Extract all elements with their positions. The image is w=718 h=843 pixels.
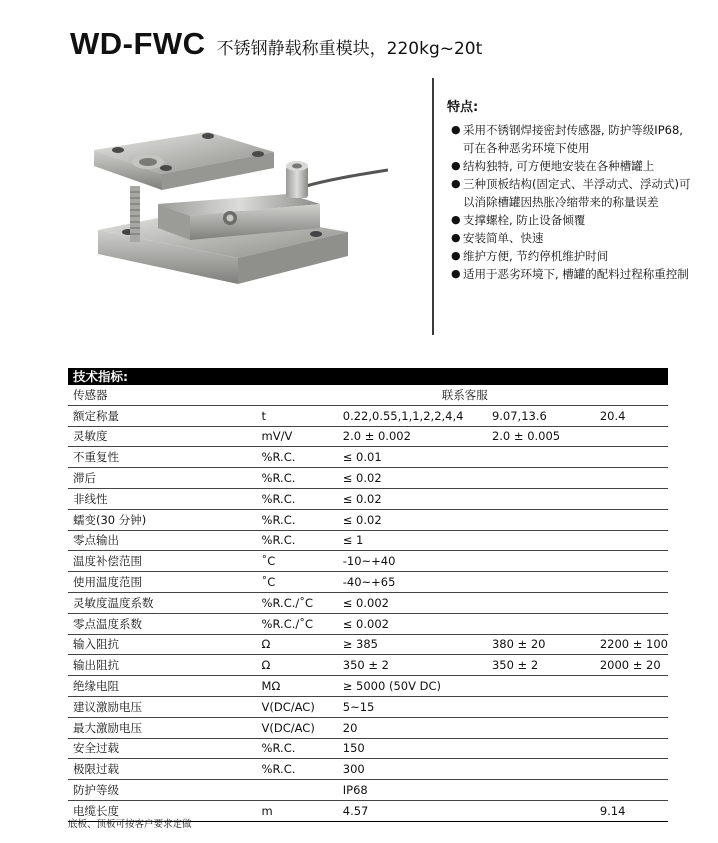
spec-value: ≤ 0.02: [338, 488, 487, 509]
bullet-icon: ●: [451, 177, 461, 190]
spec-value: 150: [338, 738, 487, 759]
spec-unit: Ω: [257, 634, 338, 655]
spec-label: 零点输出: [68, 530, 257, 551]
spec-value: IP68: [338, 780, 487, 801]
spec-unit: %R.C./˚C: [257, 592, 338, 613]
spec-label: 防护等级: [68, 780, 257, 801]
spec-value-2: [487, 509, 595, 530]
feature-item: ● 适用于恶劣环境下, 槽罐的配料过程称重控制: [451, 267, 689, 281]
feature-item: ● 支撑螺栓, 防止设备倾覆: [451, 213, 586, 227]
table-row: [68, 468, 668, 489]
spec-unit: %R.C./˚C: [257, 613, 338, 634]
bullet-icon: ●: [451, 123, 461, 136]
model-subtitle: 不锈钢静载称重模块，220kg~20t: [216, 39, 483, 59]
spec-value: 350 ± 2: [338, 655, 487, 676]
spec-value-3: 2200 ± 100: [595, 634, 668, 655]
spec-unit: ˚C: [257, 551, 338, 572]
spec-value-2: 9.07,13.6: [487, 405, 595, 426]
spec-value-2: [487, 592, 595, 613]
spec-value-2: [487, 468, 595, 489]
spec-value-2: [487, 759, 595, 780]
spec-label: 极限过载: [68, 759, 257, 780]
spec-unit: %R.C.: [257, 738, 338, 759]
spec-value: ≥ 5000 (50V DC): [338, 676, 487, 697]
table-row: [68, 696, 668, 717]
spec-label: 蠕变(30 分钟): [68, 509, 257, 530]
table-row: [68, 405, 668, 426]
table-row: [68, 655, 668, 676]
bullet-icon: ●: [451, 267, 461, 280]
spec-value: 2.0 ± 0.002: [338, 426, 487, 447]
table-row: [68, 613, 668, 634]
spec-value-2: [487, 572, 595, 593]
spec-label: 不重复性: [68, 447, 257, 468]
sensor-contact: 联系客服: [257, 385, 668, 405]
spec-value-3: [595, 468, 668, 489]
spec-label: 输出阻抗: [68, 655, 257, 676]
spec-value: -40~+65: [338, 572, 487, 593]
spec-value-2: [487, 676, 595, 697]
spec-value: 20: [338, 717, 487, 738]
spec-unit: %R.C.: [257, 509, 338, 530]
product-photo: [88, 108, 388, 340]
spec-label: 零点温度系数: [68, 613, 257, 634]
spec-unit: mV/V: [257, 426, 338, 447]
bullet-icon: ●: [451, 213, 461, 226]
spec-value-2: [487, 488, 595, 509]
spec-label: 传感器: [68, 385, 257, 405]
spec-label: 输入阻抗: [68, 634, 257, 655]
spec-unit: [257, 780, 338, 801]
features-list: [447, 121, 697, 283]
spec-unit: MΩ: [257, 676, 338, 697]
spec-value-3: [595, 551, 668, 572]
spec-label: 非线性: [68, 488, 257, 509]
spec-value-3: [595, 509, 668, 530]
spec-value: ≥ 385: [338, 634, 487, 655]
section-divider: [432, 78, 434, 335]
table-row: [68, 759, 668, 780]
spec-value-3: [595, 676, 668, 697]
spec-value-3: [595, 696, 668, 717]
spec-value-3: [595, 488, 668, 509]
spec-value: ≤ 0.02: [338, 509, 487, 530]
spec-value: ≤ 0.01: [338, 447, 487, 468]
spec-value-2: [487, 738, 595, 759]
spec-value-3: [595, 530, 668, 551]
spec-unit: %R.C.: [257, 468, 338, 489]
spec-unit: m: [257, 800, 338, 821]
specs-table: [68, 385, 668, 822]
spec-unit: Ω: [257, 655, 338, 676]
spec-unit: %R.C.: [257, 488, 338, 509]
page-title: [70, 26, 482, 62]
spec-value: ≤ 1: [338, 530, 487, 551]
spec-value: -10~+40: [338, 551, 487, 572]
spec-label: 使用温度范围: [68, 572, 257, 593]
spec-value-3: [595, 759, 668, 780]
spec-value-2: [487, 447, 595, 468]
table-row: [68, 717, 668, 738]
table-row: [68, 676, 668, 697]
table-row: [68, 509, 668, 530]
spec-unit: %R.C.: [257, 447, 338, 468]
spec-label: 最大激励电压: [68, 717, 257, 738]
spec-label: 安全过载: [68, 738, 257, 759]
spec-value: ≤ 0.002: [338, 613, 487, 634]
table-row: [68, 572, 668, 593]
bullet-icon: ●: [451, 159, 461, 172]
table-row: [68, 488, 668, 509]
spec-label: 灵敏度: [68, 426, 257, 447]
specs-heading: 技术指标:: [68, 368, 668, 385]
spec-value-3: [595, 738, 668, 759]
spec-value-2: [487, 551, 595, 572]
bullet-icon: ●: [451, 231, 461, 244]
spec-value-3: [595, 780, 668, 801]
feature-item: ● 三种顶板结构(固定式、半浮动式、浮动式)可以消除槽罐因热胀冷缩带来的称量误差: [451, 177, 691, 209]
spec-unit: t: [257, 405, 338, 426]
spec-value: 4.57: [338, 800, 487, 821]
spec-unit: ˚C: [257, 572, 338, 593]
spec-label: 额定称量: [68, 405, 257, 426]
feature-item: ● 采用不锈钢焊接密封传感器, 防护等级IP68, 可在各种恶劣环境下使用: [451, 123, 683, 155]
spec-label: 灵敏度温度系数: [68, 592, 257, 613]
feature-item: ● 结构独特, 可方便地安装在各种槽罐上: [451, 159, 655, 173]
spec-value-3: 20.4: [595, 405, 668, 426]
spec-value-3: [595, 447, 668, 468]
spec-value-2: [487, 800, 595, 821]
features-section: [447, 96, 697, 283]
spec-value: 5~15: [338, 696, 487, 717]
spec-unit: V(DC/AC): [257, 717, 338, 738]
spec-value-2: [487, 717, 595, 738]
table-row: [68, 551, 668, 572]
spec-value-3: [595, 592, 668, 613]
spec-value-2: 2.0 ± 0.005: [487, 426, 595, 447]
spec-value-3: [595, 613, 668, 634]
spec-label: 绝缘电阻: [68, 676, 257, 697]
table-row: [68, 780, 668, 801]
spec-unit: %R.C.: [257, 759, 338, 780]
footer-note: 底板、顶板可按客户要求定做: [68, 819, 192, 830]
spec-value-2: [487, 696, 595, 717]
spec-value-3: [595, 717, 668, 738]
table-row: [68, 385, 668, 405]
table-row: [68, 447, 668, 468]
table-row: [68, 530, 668, 551]
table-row: [68, 738, 668, 759]
spec-label: 温度补偿范围: [68, 551, 257, 572]
spec-value-2: 380 ± 20: [487, 634, 595, 655]
spec-value-2: 350 ± 2: [487, 655, 595, 676]
spec-value-2: [487, 613, 595, 634]
spec-label: 电缆长度: [68, 800, 257, 821]
features-heading: 特点:: [447, 100, 479, 115]
table-row: [68, 634, 668, 655]
spec-label: 建议激励电压: [68, 696, 257, 717]
spec-value-3: [595, 572, 668, 593]
spec-value-3: [595, 426, 668, 447]
table-row: [68, 426, 668, 447]
spec-value-2: [487, 780, 595, 801]
spec-value: ≤ 0.002: [338, 592, 487, 613]
spec-value: 300: [338, 759, 487, 780]
bullet-icon: ●: [451, 249, 461, 262]
table-row: [68, 592, 668, 613]
spec-value-2: [487, 530, 595, 551]
model-name: WD-FWC: [70, 26, 206, 61]
spec-unit: %R.C.: [257, 530, 338, 551]
spec-label: 滞后: [68, 468, 257, 489]
feature-item: ● 维护方便, 节约停机维护时间: [451, 249, 609, 263]
spec-value-3: 9.14: [595, 800, 668, 821]
spec-value: 0.22,0.55,1,1,2,2,4,4: [338, 405, 487, 426]
feature-item: ● 安装简单、快速: [451, 231, 544, 245]
spec-unit: V(DC/AC): [257, 696, 338, 717]
spec-value: ≤ 0.02: [338, 468, 487, 489]
spec-value-3: 2000 ± 20: [595, 655, 668, 676]
